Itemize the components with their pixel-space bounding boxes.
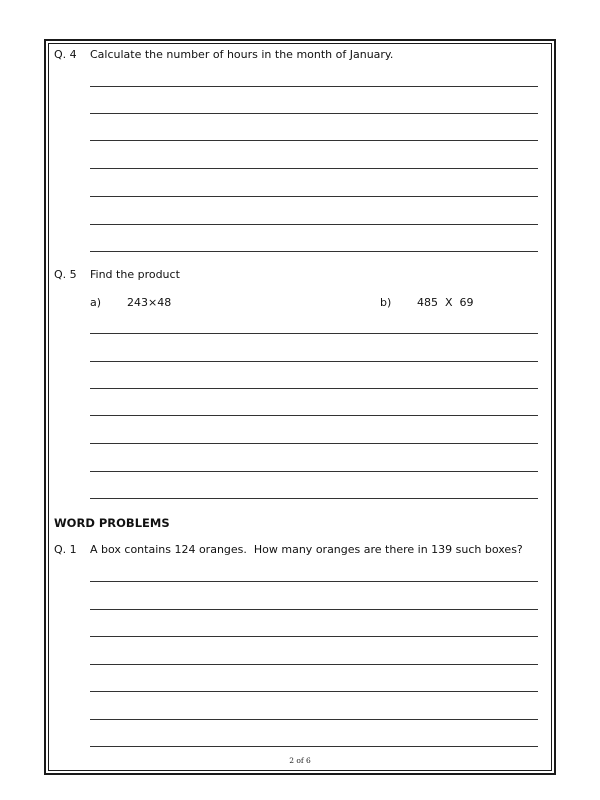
answer-line bbox=[90, 86, 538, 87]
answer-line bbox=[90, 388, 538, 389]
answer-line bbox=[90, 113, 538, 114]
answer-line bbox=[90, 719, 538, 720]
answer-line bbox=[90, 471, 538, 472]
part-a-expression: 243×48 bbox=[127, 296, 172, 309]
answer-line bbox=[90, 691, 538, 692]
answer-line bbox=[90, 746, 538, 747]
answer-line bbox=[90, 361, 538, 362]
answer-line bbox=[90, 168, 538, 169]
word-problem-1-text: A box contains 124 oranges. How many oranges are there in 139 such boxes? bbox=[90, 543, 523, 556]
answer-line bbox=[90, 251, 538, 252]
answer-line bbox=[90, 333, 538, 334]
word-problem-1-number: Q. 1 bbox=[54, 543, 77, 556]
answer-line bbox=[90, 636, 538, 637]
question-5-text: Find the product bbox=[90, 268, 180, 281]
page-border-inner bbox=[48, 43, 552, 771]
question-5-number: Q. 5 bbox=[54, 268, 77, 281]
question-4-text: Calculate the number of hours in the month of January. bbox=[90, 48, 394, 61]
part-b-label: b) bbox=[380, 296, 392, 309]
answer-line bbox=[90, 443, 538, 444]
answer-line bbox=[90, 224, 538, 225]
answer-line bbox=[90, 140, 538, 141]
answer-line bbox=[90, 196, 538, 197]
question-4-number: Q. 4 bbox=[54, 48, 77, 61]
answer-line bbox=[90, 415, 538, 416]
part-b-expression: 485 X 69 bbox=[417, 296, 474, 309]
answer-line bbox=[90, 498, 538, 499]
answer-line bbox=[90, 664, 538, 665]
page-number: 2 of 6 bbox=[289, 756, 311, 765]
part-a-label: a) bbox=[90, 296, 102, 309]
section-heading: WORD PROBLEMS bbox=[54, 516, 170, 530]
answer-line bbox=[90, 609, 538, 610]
answer-line bbox=[90, 581, 538, 582]
